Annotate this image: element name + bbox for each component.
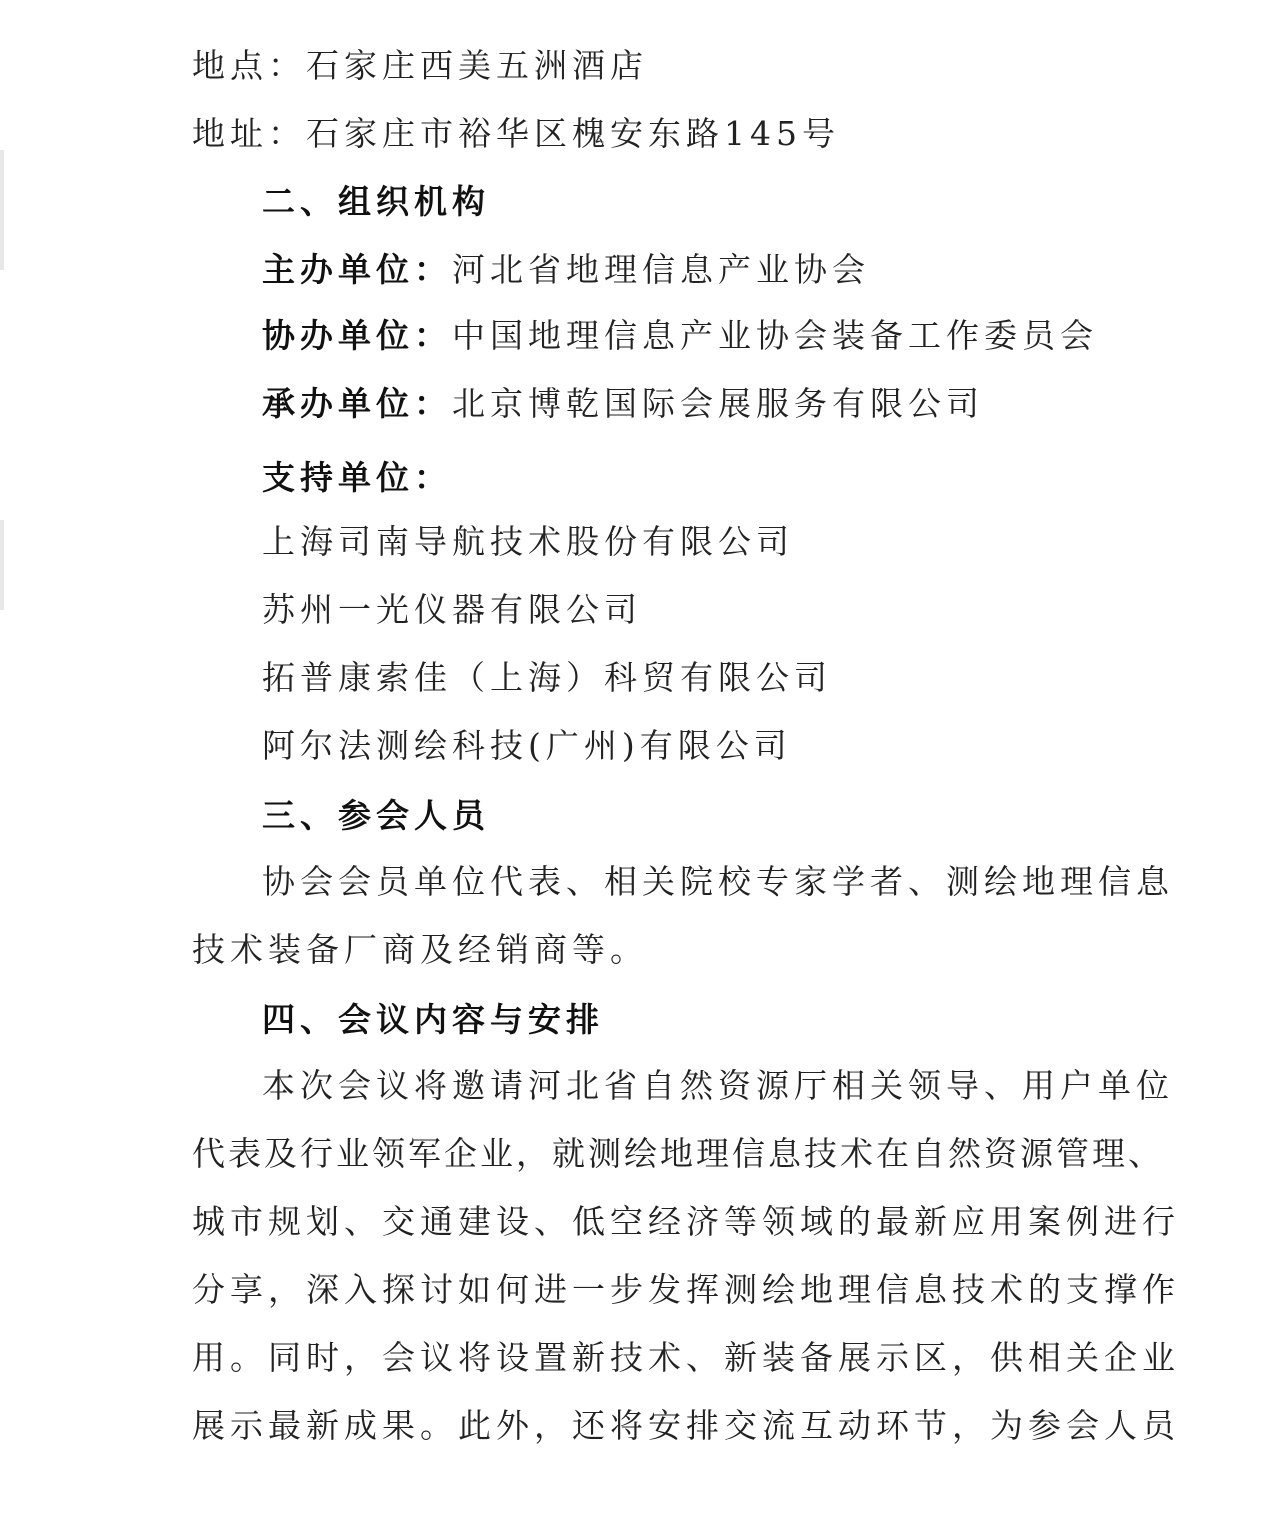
section-heading-attendees: 三、参会人员 (262, 796, 490, 835)
paragraph-line: 代表及行业领军企业，就测绘地理信息技术在自然资源管理、 (192, 1134, 1164, 1173)
host-value: 河北省地理信息产业协会 (452, 250, 870, 289)
host-label: 主办单位： (262, 250, 452, 289)
paragraph-line: 分享，深入探讨如何进一步发挥测绘地理信息技术的支撑作 (192, 1270, 1180, 1309)
supporter-item: 上海司南导航技术股份有限公司 (262, 522, 794, 561)
organizer-value: 北京博乾国际会展服务有限公司 (452, 384, 984, 423)
scan-edge-mark (0, 150, 4, 270)
paragraph-line: 展示最新成果。此外，还将安排交流互动环节，为参会人员 (192, 1406, 1180, 1445)
paragraph-line: 用。同时，会议将设置新技术、新装备展示区，供相关企业 (192, 1338, 1180, 1377)
host-line (262, 248, 870, 292)
section-heading-organization: 二、组织机构 (262, 182, 490, 221)
paragraph-line: 城市规划、交通建设、低空经济等领域的最新应用案例进行 (192, 1202, 1180, 1241)
address-label: 地址： (192, 114, 306, 153)
venue-label: 地点： (192, 46, 306, 85)
supporter-item: 拓普康索佳（上海）科贸有限公司 (262, 658, 832, 697)
supporter-item: 阿尔法测绘科技(广州)有限公司 (262, 726, 792, 765)
co-host-value: 中国地理信息产业协会装备工作委员会 (452, 316, 1098, 355)
organizer-line (262, 382, 984, 426)
organizer-label: 承办单位： (262, 384, 452, 423)
address-line (192, 112, 840, 156)
paragraph-line: 技术装备厂商及经销商等。 (192, 930, 648, 969)
co-host-line (262, 314, 1098, 358)
paragraph-line: 协会会员单位代表、相关院校专家学者、测绘地理信息 (262, 862, 1174, 901)
scan-edge-mark (0, 520, 4, 610)
paragraph-line: 本次会议将邀请河北省自然资源厅相关领导、用户单位 (262, 1066, 1174, 1105)
supporters-label: 支持单位： (262, 458, 452, 497)
address-value: 石家庄市裕华区槐安东路145号 (306, 114, 840, 153)
section-heading-content: 四、会议内容与安排 (262, 1000, 604, 1039)
venue-value: 石家庄西美五洲酒店 (306, 46, 648, 85)
venue-line (192, 44, 648, 88)
supporter-item: 苏州一光仪器有限公司 (262, 590, 642, 629)
co-host-label: 协办单位： (262, 316, 452, 355)
